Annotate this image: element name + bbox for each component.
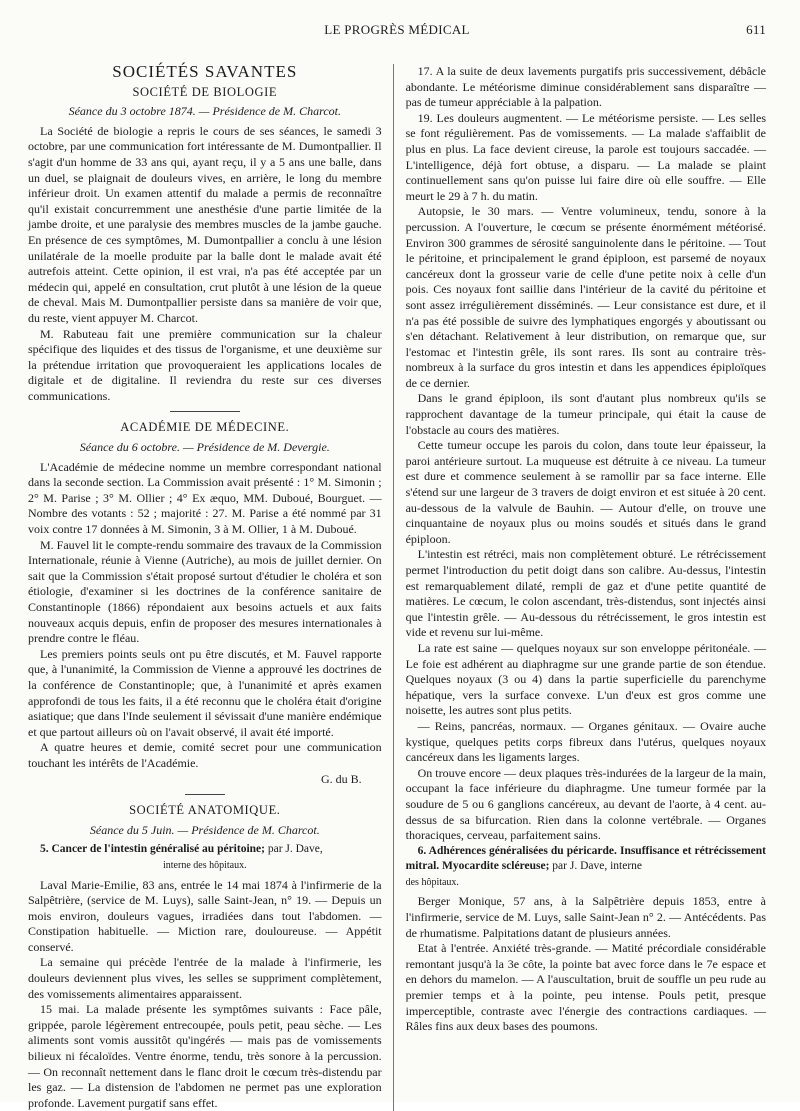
- case-paragraph: Dans le grand épiploon, ils sont d'autant plus nombreux qu'ils se rapprochent davantage de la tumeur principale, qui était la cause de l'obstacle au cours des matières.: [405, 391, 766, 437]
- section-title: SOCIÉTÉS SAVANTES: [112, 62, 298, 81]
- case-paragraph: Cette tumeur occupe les parois du colon, dans toute leur épaisseur, la paroi antérieure surtout. La muqueuse est détruite à ce niveau. La tumeur est dure et commence seulement à se ramollir par sa face interne. Elle s'étend sur une largeur de 3 travers de doigt environ et est située à 20 cent. au-dessous de la valvule de Bauhin. — Autour d'elle, on trouve une cinquantaine de noyaux plus ou moins soudés et situés dans le grand épiploon.: [405, 438, 766, 546]
- left-column: [28, 64, 393, 1111]
- case-paragraph: 19. Les douleurs augmentent. — Le météorisme persiste. — Les selles se font régulièrement. Pas de vomissements. — La malade s'affaiblit de plus en plus. La face devient cireuse, la parole est toujours saccadée. — L'intelligence, déjà fort obtuse, a disparu. — La malade se plaint continuellement sans qu'on puisse lui faire dire où elle souffre. — Elle meurt le 29 à 7 h. du matin.: [405, 110, 766, 203]
- case-paragraph: L'intestin est rétréci, mais non complètement obturé. Le rétrécissement permet l'introduction du petit doigt dans son calibre. Au-dessus, l'intestin est remarquablement dilaté, rempli de gaz et d'une petite quantité de matières. Le cœcum, le colon ascendant, très-distendus, sont injectés ainsi que l'intestin grêle. — Au-dessous du rétrécissement, le gros intestin est vide et revenu sur lui-même.: [405, 547, 766, 640]
- case-author: par J. Dave,: [267, 843, 323, 856]
- academy-paragraph: A quatre heures et demie, comité secret pour une communication touchant les intérêts de l'Académie.: [28, 740, 382, 770]
- signature: G. du B.: [320, 771, 362, 786]
- academy-paragraph: M. Fauvel lit le compte-rendu sommaire des travaux de la Commission Internationale, réunie à Vienne (Autriche), au mois de juillet dernier. On sait que la Commission s'était proposé surtout d'étudier le choléra et son étiologie, d'examiner si les doctrines de la conférence sanitaire de Constantinople (1866) répondaient aux besoins actuels et aux faits nouveaux acquis depuis, enfin de proposer des mesures internationales à prendre contre le fléau.: [28, 537, 382, 646]
- case-paragraph: 17. A la suite de deux lavements purgatifs pris successivement, débâcle abondante. Le météorisme diminue considérablement sans disparaître — pas de tumeur appréciable à la palpation.: [405, 64, 766, 110]
- journal-title: LE PROGRÈS MÉDICAL: [324, 22, 470, 37]
- case-paragraph: Laval Marie-Emilie, 83 ans, entrée le 14 mai 1874 à l'infirmerie de la Salpêtrière, (service de M. Luys), salle Saint-Jean, n° 19. — Depuis un mois environ, douleurs vagues, irradiées dans tout l'abdomen. — Constipation habituelle. — Miction rare, douloureuse. — Appétit conservé.: [28, 877, 382, 954]
- case-author: par J. Dave, interne: [552, 860, 643, 873]
- case-paragraph: Autopsie, le 30 mars. — Ventre volumineux, tendu, sonore à la percussion. A l'ouverture, le cœcum se présente énormément météorisé. Environ 300 grammes de sérosité sanguinolente dans le péritoine. — Tout le péritoine, et principalement le grand épiploon, est parsemé de noyaux cancéreux dont la grosseur varie de celle d'une petite noix à celle d'un pois. Ces noyaux font saillie dans l'intérieur de la cavité du péritoine et sont assez irrégulièrement disséminés. — Leur consistance est dure, et il n'a pas été possible de suivre des lymphatiques engorgés y aboutissant ou s'en détachant. Relativement à leur distribution, on remarque que, sur l'estomac et l'intestin grêle, ils sont rares. Ils sont au contraire très-nombreux à la surface du gros intestin et dans les appendices épiploïques de ce dernier.: [405, 204, 766, 390]
- section-divider: [170, 411, 240, 412]
- biology-session: Séance du 3 octobre 1874. — Présidence de M. Charcot.: [68, 104, 341, 119]
- anatomy-session: Séance du 5 Juin. — Présidence de M. Charcot.: [89, 822, 320, 837]
- two-column-body: [28, 64, 766, 1111]
- case-paragraph: Etat à l'entrée. Anxiété très-grande. — Matité précordiale considérable remontant jusqu'à la 3e côte, la pointe bat avec force dans le 7e espace et en dehors du mamelon. — A l'auscultation, bruit de souffle un peu rude au premier temps et à la pointe, peu intense. Pouls petit, presque imperceptible, contraste avec l'énergie des contractions cardiaques. — Râles fins aux deux bases des poumons.: [405, 941, 766, 1034]
- biology-paragraph: La Société de biologie a repris le cours de ses séances, le samedi 3 octobre, par une communication fort intéressante de M. Dumontpallier. Il s'agit d'un homme de 33 ans qui, ayant reçu, il y a 5 ans une balle, dans un duel, se plaignait de douleurs vives, en arrière, le long du membre inférieur droit. Un examen attentif du malade a permis de reconnaître qu'il existait concurremment une anesthésie d'une partie limitée de la jambe droite, et une paralysie des membres muscles de la jambe gauche. En présence de ces symptômes, M. Dumontpallier a conclu à une lésion unilatérale de la moelle produite par la balle dont le malade avait été autrefois atteint. Cette opinion, il est vrai, n'a pas été acceptée par un médecin qui, appelé en consultation, crut plutôt à une lésion de la queue de cheval. Mais M. Dumontpallier persiste dans sa manière de voir que, du reste, vient appuyer M. Charcot.: [28, 123, 382, 325]
- page-number: 611: [746, 22, 766, 37]
- biology-paragraph: M. Rabuteau fait une première communication sur la chaleur spécifique des liquides et des tissus de l'organisme, et une deuxième sur la prétendue irritation que provoqueraient les applications locales de digitale et de digitaline. Il reviendra du reste sur ces diverses communications.: [28, 326, 382, 403]
- section-divider: [185, 794, 225, 795]
- academy-paragraph: L'Académie de médecine nomme un membre correspondant national dans la seconde section. La Commission avait présenté : 1° M. Simonin ; 2° M. Parise ; 3° M. Ollier ; 4° Ex æquo, MM. Duboué, Bourguet. — Nombre des votants : 52 ; majorité : 27. M. Parise a été nommé par 31 voix contre 17 données à M. Simonin, 3 à M. Ollier, 1 à M. Duboué.: [28, 459, 382, 537]
- case-paragraph: 15 mai. La malade présente les symptômes suivants : Face pâle, grippée, parole légèrement entrecoupée, pouls petit, peau sèche. — Les aliments sont vomis aussitôt qu'ingérés — mais pas de vomissements bilieux ni fécaloïdes. Ventre énorme, tendu, très sonore à la percussion. — On reconnaît nettement dans le flanc droit le cœcum très-distendu par les gaz. — La distension de l'abdomen ne permet pas une exploration profonde. Lavement purgatif sans effet.: [28, 1002, 382, 1110]
- anatomy-heading: SOCIÉTÉ ANATOMIQUE.: [129, 803, 281, 818]
- case-paragraph: — Reins, pancréas, normaux. — Organes génitaux. — Ovaire auche kystique, quelques petits corps fibreux dans l'utérus, quelques noyaux cancéreux dans les ligaments larges.: [405, 718, 766, 765]
- academy-heading: ACADÉMIE DE MÉDECINE.: [120, 420, 290, 435]
- academy-paragraph: Les premiers points seuls ont pu être discutés, et M. Fauvel rapporte que, à l'unanimité, la Commission de Vienne a approuvé les doctrines de la conférence de Constantinople; que, à l'unanimité et après examen approfondi de tous les faits, il a été reconnu que le choléra était d'origine asiatique; que dans l'Inde seulement il sévissait d'une manière endémique et que partout ailleurs où on l'avait observé, il avait été importé.: [28, 646, 382, 739]
- case-paragraph: Berger Monique, 57 ans, à la Salpêtrière depuis 1853, entre à l'infirmerie, service de M. Luys, salle Saint-Jean n° 2. — Antécédents. Pas de rhumatisme. Palpitations datant de plusieurs années.: [405, 894, 766, 940]
- biology-heading: SOCIÉTÉ DE BIOLOGIE: [132, 84, 278, 99]
- case-paragraph: La rate est saine — quelques noyaux sur son enveloppe péritonéale. — Le foie est adhérent au diaphragme sur une grande partie de son étendue. Quelques noyaux (3 ou 4) dans la partie superficielle du parenchyme hépatique, vers la surface convexe. L'un d'eux est gros comme une noisette, les autres sont plus petits.: [405, 640, 766, 718]
- case-subtitle: interne des hôpitaux.: [163, 859, 247, 871]
- running-head: [28, 22, 766, 44]
- academy-session: Séance du 6 octobre. — Présidence de M. Devergie.: [79, 440, 330, 455]
- right-column: [393, 64, 766, 1111]
- case-paragraph: La semaine qui précède l'entrée de la malade à l'infirmerie, les douleurs deviennent plus vives, les selles se suppriment complètement, des vomissements alimentaires apparaissent.: [28, 955, 382, 1001]
- case-title: 5. Cancer de l'intestin généralisé au péritoine; par J. Dave,: [40, 843, 323, 856]
- case-title: 6. Adhérences généralisées du péricarde. Insuffisance et rétrécissement mitral. Myocardite scléreuse; par J. Dave, interne: [405, 844, 766, 873]
- case-subtitle: des hôpitaux.: [405, 876, 459, 888]
- case-paragraph: On trouve encore — deux plaques très-indurées de la largeur de la main, occupant la face inférieure du diaphragme. Une tumeur formée par la soudure de 5 ou 6 ganglions cancéreux, au devant de l'aorte, à 4 cent. au-dessus de sa bifurcation. Rien dans la colonne vertébrale. — Organes thoraciques, cerveau, parfaitement sains.: [405, 765, 766, 843]
